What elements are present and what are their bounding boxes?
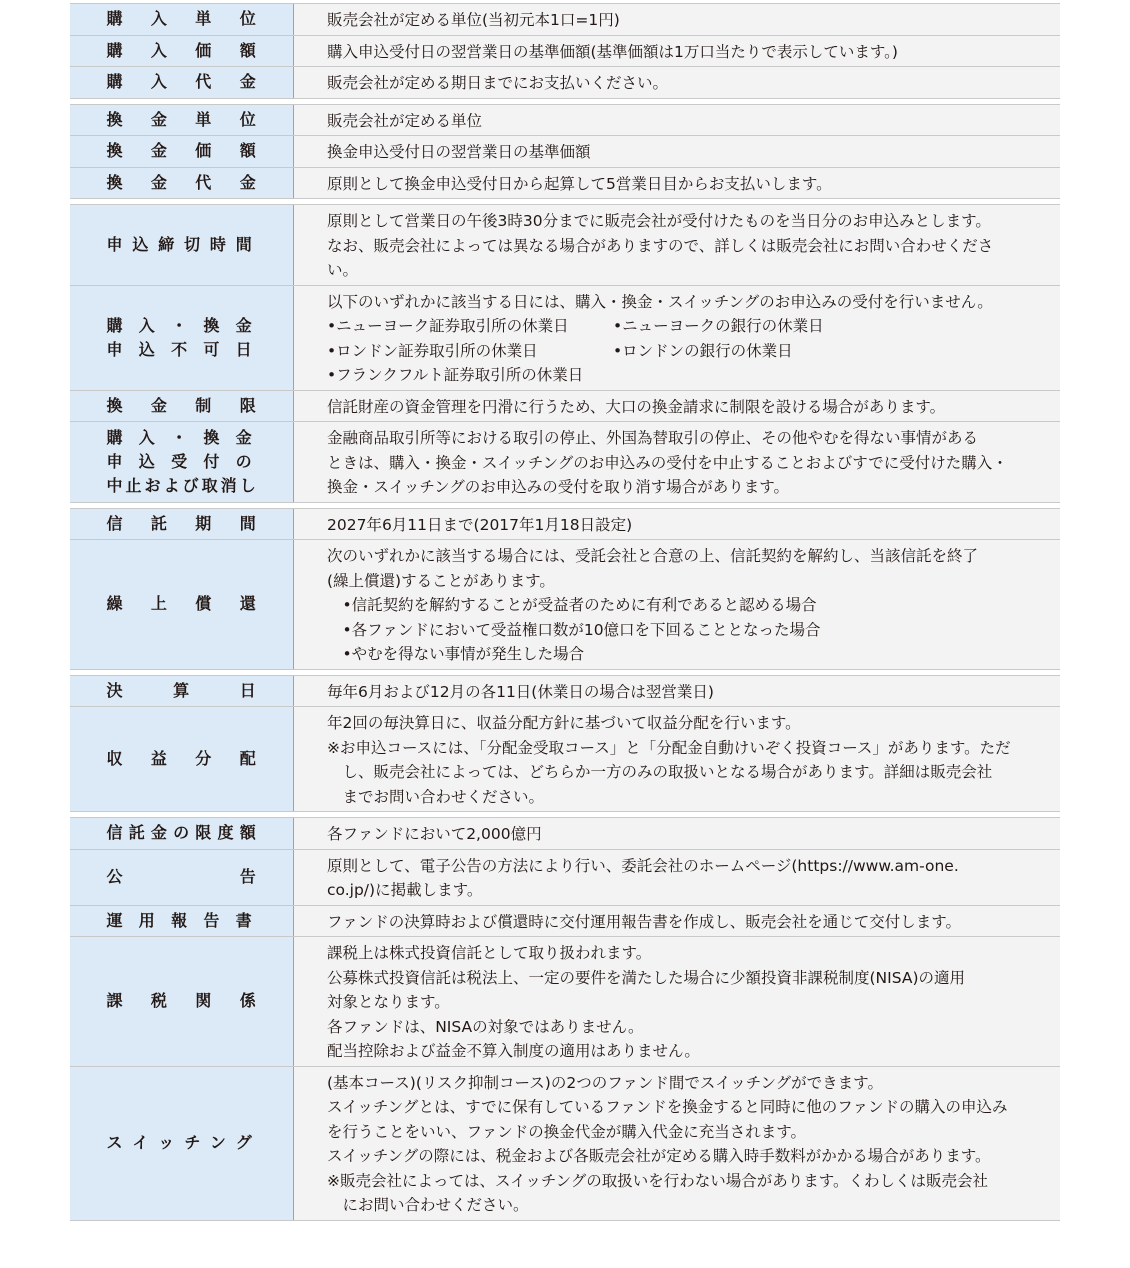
table-row [70,818,1060,849]
row-value [294,850,1060,905]
row-value [294,676,1060,707]
table-group [70,675,1060,813]
row-value [294,509,1060,540]
table-row [70,706,1060,811]
table-group [70,508,1060,670]
table-row [70,4,1060,35]
bullet-pair [327,339,1030,364]
row-label [70,818,294,849]
row-value-line: 購入申込受付日の翌営業日の基準価額(基準価額は1万口当たりで表示しています。) [327,42,898,61]
table-group [70,3,1060,99]
row-label-text: 課 税 関 係 [106,991,257,1011]
row-value-line: ファンドの決算時および償還時に交付運用報告書を作成し、販売会社を通じて交付します。 [327,912,961,931]
row-value-line: •信託契約を解約することが受益者のために有利であると認める場合 [327,596,817,614]
row-value-line: (基本コース)(リスク抑制コース)の2つのファンド間でスイッチングができます。 [327,1073,883,1092]
row-value-line: ※販売会社によっては、スイッチングの取扱いを行わない場合があります。くわしくは販売会社 [327,1171,989,1190]
fund-terms-table [70,3,1060,1226]
row-value [294,205,1060,285]
row-value-line: 原則として換金申込受付日から起算して5営業日目からお支払いします。 [327,174,832,193]
row-value-line: スイッチングとは、すでに保有しているファンドを換金すると同時に他のファンドの購入の申込み [327,1098,1008,1116]
row-label-text: 決 算 日 [106,680,257,700]
row-value [294,105,1060,136]
row-value [294,168,1060,199]
row-label [70,422,294,502]
row-value-line: 販売会社が定める期日までにお支払いください。 [327,74,669,92]
row-label-text: 購入・換金 [106,315,257,335]
bullet-item: •ニューヨークの銀行の休業日 [613,317,824,335]
row-label [70,205,294,285]
bullet-item: •フランクフルト証券取引所の休業日 [327,366,584,384]
row-label-text: 購 入 単 位 [106,9,257,29]
row-value [294,422,1060,502]
row-label [70,937,294,1066]
row-label-text: 申込締切時間 [106,234,257,254]
row-label-text: 換 金 価 額 [106,141,257,161]
row-label [70,707,294,811]
row-value [294,707,1060,811]
row-label-text: 申込受付の [106,451,257,471]
row-label [70,1067,294,1220]
row-value-line: 金融商品取引所等における取引の停止、外国為替取引の停止、その他やむを得ない事情がある [327,429,979,447]
row-label [70,105,294,136]
row-label-text: 換 金 制 限 [106,395,257,415]
row-label [70,36,294,67]
row-value-line: •各ファンドにおいて受益権口数が10億口を下回ることとなった場合 [327,620,821,639]
table-row [70,509,1060,540]
row-label [70,540,294,669]
row-value-line: ときは、購入・換金・スイッチングのお申込みの受付を中止することおよびすでに受付けた購入・ [327,453,1008,472]
row-value-line: 公募株式投資信託は税法上、一定の要件を満たした場合に少額投資非課税制度(NISA)の適用 [327,968,965,987]
row-value [294,1067,1060,1220]
row-label-text: スイッチング [106,1133,257,1152]
row-label-text: 換 金 単 位 [106,109,257,129]
table-row [70,676,1060,707]
row-value [294,67,1060,98]
row-value-line: 換金申込受付日の翌営業日の基準価額 [327,143,591,161]
row-value-line: なお、販売会社によっては異なる場合がありますので、詳しくは販売会社にお問い合わせくださ [327,236,994,255]
table-row [70,905,1060,937]
row-value [294,136,1060,167]
row-value-line: 信託財産の資金管理を円滑に行うため、大口の換金請求に制限を設ける場合があります。 [327,397,946,416]
row-value-line: 原則として営業日の午後3時30分までに販売会社が受付けたものを当日分のお申込みとします。 [327,212,991,230]
row-label-text: 収 益 分 配 [106,749,257,768]
row-value-line: 以下のいずれかに該当する日には、購入・換金・スイッチングのお申込みの受付を行いません。 [327,292,993,311]
table-row [70,1066,1060,1220]
row-value [294,286,1060,390]
row-label [70,4,294,35]
row-label-text: 繰 上 償 還 [106,594,257,614]
row-value-line: 年2回の毎決算日に、収益分配方針に基づいて収益分配を行います。 [327,714,801,732]
row-label-text: 購 入 価 額 [106,40,257,60]
row-label [70,676,294,707]
table-group [70,104,1060,200]
row-label-text: 購入・換金 [106,427,257,447]
row-value-line: 販売会社が定める単位(当初元本1口=1円) [327,11,620,29]
row-value-line: ※お申込コースには、「分配金受取コース」と「分配金自動けいぞく投資コース」があります。ただ [327,738,1011,757]
row-label-text: 運用報告書 [106,910,257,930]
table-row [70,66,1060,98]
row-label [70,509,294,540]
row-label-text: 公 告 [106,867,257,886]
table-row [70,205,1060,285]
table-row [70,849,1060,905]
row-label [70,850,294,905]
row-value-line: 配当控除および益金不算入制度の適用はありません。 [327,1042,700,1060]
row-value-line: co.jp/)に掲載します。 [327,881,483,899]
row-label-text: 換 金 代 金 [106,172,257,192]
table-row [70,390,1060,422]
row-value [294,36,1060,67]
row-value [294,540,1060,669]
table-row [70,285,1060,390]
row-value-line: 対象となります。 [327,993,450,1011]
row-value-line: 課税上は株式投資信託として取り扱われます。 [327,944,652,962]
row-value-line: 次のいずれかに該当する場合には、受託会社と合意の上、信託契約を解約し、当該信託を終了 [327,547,979,565]
row-value-line: 換金・スイッチングのお申込みの受付を取り消す場合があります。 [327,478,790,496]
row-label-text: 信託金の限度額 [106,823,257,843]
row-label [70,286,294,390]
row-value [294,937,1060,1066]
row-value-line: •やむを得ない事情が発生した場合 [327,645,585,663]
table-row [70,936,1060,1066]
table-row [70,539,1060,669]
row-value-line: 販売会社が定める単位 [327,111,483,130]
bullet-item: •ロンドン証券取引所の休業日 [327,341,538,360]
table-row [70,421,1060,502]
row-value-line: にお問い合わせください。 [327,1196,529,1214]
bullet-item: •ロンドンの銀行の休業日 [613,341,793,360]
bullet-item: •ニューヨーク証券取引所の休業日 [327,317,569,335]
row-value-line: スイッチングの際には、税金および各販売会社が定める購入時手数料がかかる場合があります。 [327,1147,991,1165]
row-label-text: 申込不可日 [106,339,257,359]
table-row [70,167,1060,199]
row-value-line: 各ファンドは、NISAの対象ではありません。 [327,1017,644,1036]
bullet-pair [327,363,1030,388]
row-label-text: 信 託 期 間 [106,513,257,533]
row-value-line: し、販売会社によっては、どちらか一方のみの取扱いとなる場合があります。詳細は販売会社 [327,763,993,781]
table-row [70,105,1060,136]
row-label [70,906,294,937]
row-value [294,4,1060,35]
row-label [70,67,294,98]
row-value [294,906,1060,937]
row-label [70,168,294,199]
row-value-line: までお問い合わせください。 [327,787,545,806]
table-row [70,35,1060,67]
row-value-line: 毎年6月および12月の各11日(休業日の場合は翌営業日) [327,682,714,701]
row-value-line: 各ファンドにおいて2,000億円 [327,825,542,843]
table-row [70,135,1060,167]
row-value-line: 2027年6月11日まで(2017年1月18日設定) [327,515,633,534]
row-label [70,136,294,167]
row-value [294,818,1060,849]
row-value [294,391,1060,422]
table-group [70,817,1060,1221]
row-value-line: を行うことをいい、ファンドの換金代金が購入代金に充当されます。 [327,1122,806,1141]
bullet-pair [327,314,1030,339]
row-label-text: 中止および取消し [106,475,257,495]
row-label [70,391,294,422]
row-value-line: い。 [327,261,359,279]
row-value-line: 原則として、電子公告の方法により行い、委託会社のホームページ(https://www.am-one. [327,856,959,875]
table-group [70,204,1060,503]
row-value-line: (繰上償還)することがあります。 [327,571,555,590]
row-label-text: 購 入 代 金 [106,72,257,92]
